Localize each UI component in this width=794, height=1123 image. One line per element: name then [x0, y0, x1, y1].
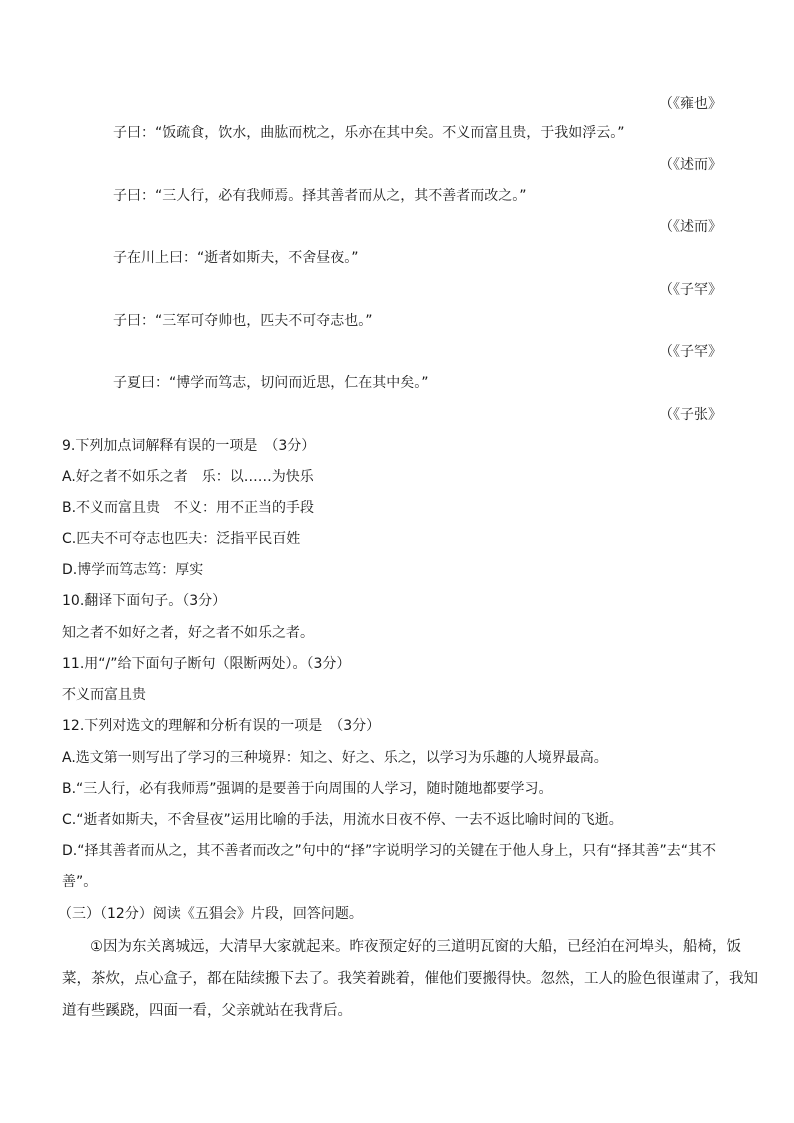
analects-quote-5: 子夏曰：“博学而笃志，切问而近思，仁在其中矣。”: [113, 375, 429, 391]
question-11-stem: 11.用“/”给下面句子断句（限断两处）。（3分）: [62, 656, 351, 672]
source-zihan-1: （《子罕》: [659, 282, 722, 298]
question-10-stem: 10.翻译下面句子。（3分）: [62, 593, 227, 609]
question-9-option-a: A.好之者不如乐之者 乐：以……为快乐: [62, 469, 314, 485]
question-12-option-c: C.“逝者如斯夫，不舍昼夜”运用比喻的手法，用流水日夜不停、一去不返比喻时间的飞逝。: [62, 812, 623, 828]
question-12-option-b: B.“三人行，必有我师焉”强调的是要善于向周围的人学习，随时随地都要学习。: [62, 781, 553, 797]
source-zizhang: （《子张》: [659, 407, 722, 423]
source-shuer-2: （《述而》: [659, 219, 722, 235]
question-9-option-c: C.匹夫不可夺志也匹夫：泛指平民百姓: [62, 531, 301, 547]
question-12-option-d: D.“择其善者而从之，其不善者而改之”句中的“择”字说明学习的关键在于他人身上，只有“择其善”去“其不: [62, 843, 716, 859]
question-9-stem: 9.下列加点词解释有误的一项是 （3分）: [62, 438, 316, 454]
analects-quote-3: 子在川上曰：“逝者如斯夫，不舍昼夜。”: [113, 250, 359, 266]
source-zihan-2: （《子罕》: [659, 344, 722, 360]
passage-paragraph-1-line-3: 道有些蹊跷，四面一看，父亲就站在我背后。: [62, 1003, 352, 1019]
analects-quote-1: 子曰：“饭疏食，饮水，曲肱而枕之，乐亦在其中矣。不义而富且贵，于我如浮云。”: [113, 125, 625, 141]
question-11-sentence: 不义而富且贵: [62, 687, 146, 703]
question-12-option-d-continued: 善”。: [62, 874, 98, 890]
question-12-stem: 12.下列对选文的理解和分析有误的一项是 （3分）: [62, 718, 381, 734]
question-9-option-b: B.不义而富且贵 不义：用不正当的手段: [62, 500, 315, 516]
section-3-heading: （三）（12分）阅读《五猖会》片段，回答问题。: [58, 906, 363, 922]
passage-paragraph-1-line-2: 菜，茶炊，点心盒子，都在陆续搬下去了。我笑着跳着，催他们要搬得快。忽然，工人的脸色很谨肃了，我知: [62, 971, 758, 987]
analects-quote-4: 子曰：“三军可夺帅也，匹夫不可夺志也。”: [113, 313, 373, 329]
source-shuer-1: （《述而》: [659, 157, 722, 173]
question-10-sentence: 知之者不如好之者，好之者不如乐之者。: [62, 625, 314, 641]
question-12-option-a: A.选文第一则写出了学习的三种境界：知之、好之、乐之，以学习为乐趣的人境界最高。: [62, 750, 608, 766]
source-yongye: （《雍也》: [659, 96, 722, 112]
passage-paragraph-1-line-1: ①因为东关离城远，大清早大家就起来。昨夜预定好的三道明瓦窗的大船，已经泊在河埠头，船椅，饭: [90, 939, 741, 955]
question-9-option-d: D.博学而笃志笃：厚实: [62, 562, 204, 578]
analects-quote-2: 子曰：“三人行，必有我师焉。择其善者而从之，其不善者而改之。”: [113, 188, 527, 204]
